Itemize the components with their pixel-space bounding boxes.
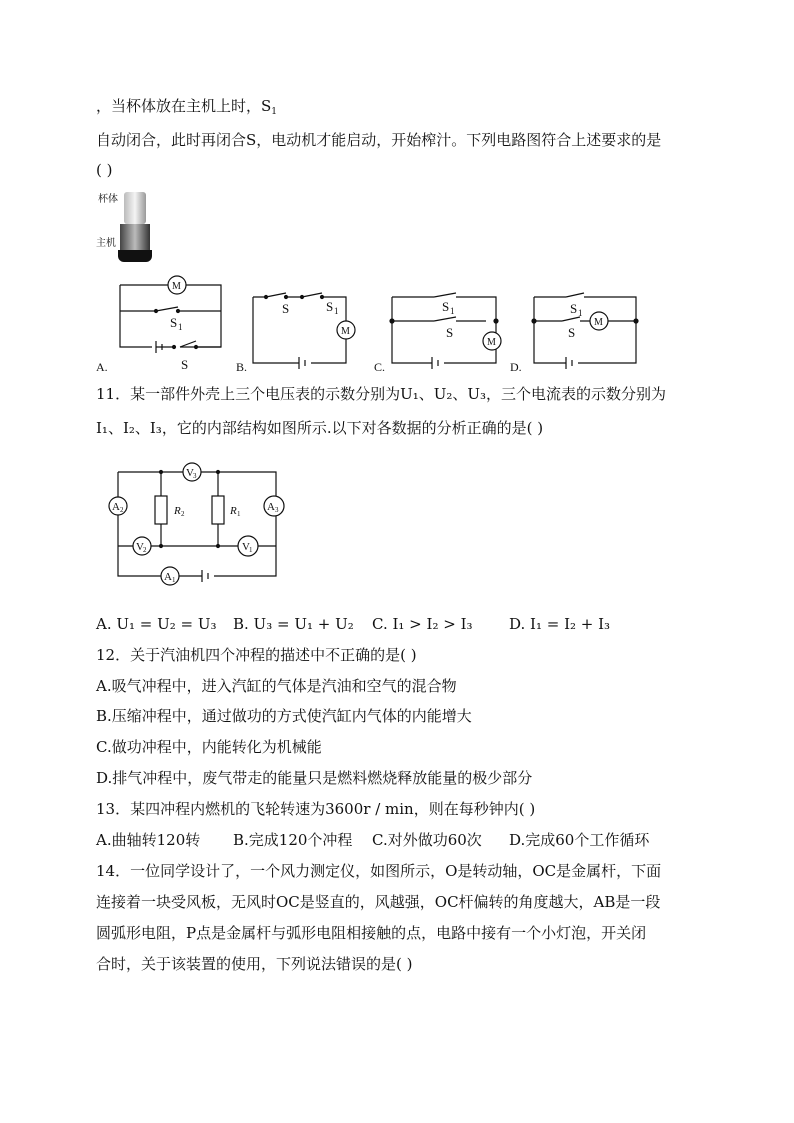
q13-option-b[interactable]: B.完成120个冲程 xyxy=(233,831,353,849)
q12-option-d[interactable]: D.排气冲程中，废气带走的能量只是燃料燃烧释放能量的极少部分 xyxy=(96,769,533,787)
q11-circuit xyxy=(96,460,296,590)
svg-text:M: M xyxy=(172,281,181,292)
svg-text:R: R xyxy=(230,505,237,517)
svg-text:1: 1 xyxy=(178,322,183,332)
svg-text:S: S xyxy=(170,315,178,330)
svg-text:2: 2 xyxy=(120,506,124,514)
svg-text:1: 1 xyxy=(237,510,241,518)
svg-text:D.: D. xyxy=(510,360,522,374)
base-foot xyxy=(118,250,152,262)
svg-text:V: V xyxy=(242,541,250,553)
q10-line2: 自动闭合，此时再闭合S，电动机才能启动，开始榨汁。下列电路图符合上述要求的是 xyxy=(96,131,662,149)
q14-line3: 圆弧形电阻，P点是金属杆与弧形电阻相接触的点，电路中接有一个小灯泡，开关闭 xyxy=(96,924,647,942)
q11-option-b[interactable]: B. U₃ = U₁ + U₂ xyxy=(233,615,354,633)
svg-text:1: 1 xyxy=(578,308,583,318)
svg-text:2: 2 xyxy=(143,546,147,554)
svg-text:S: S xyxy=(181,357,189,372)
juicer-photo: 杯体 主机 xyxy=(96,188,166,270)
q13-option-d[interactable]: D.完成60个工作循环 xyxy=(509,831,650,849)
svg-text:S: S xyxy=(442,299,450,314)
q12-option-b[interactable]: B.压缩冲程中，通过做功的方式使汽缸内气体的内能增大 xyxy=(96,707,472,725)
svg-text:1: 1 xyxy=(334,306,339,316)
svg-text:R: R xyxy=(174,505,181,517)
cup-body xyxy=(124,192,146,224)
svg-text:S: S xyxy=(446,325,454,340)
q13-option-a[interactable]: A.曲轴转120转 xyxy=(96,831,201,849)
svg-text:3: 3 xyxy=(193,472,197,480)
q12-option-c[interactable]: C.做功冲程中，内能转化为机械能 xyxy=(96,738,322,756)
svg-text:A: A xyxy=(164,571,172,583)
q13-stem: 13．某四冲程内燃机的飞轮转速为3600r / min，则在每秒钟内( ) xyxy=(96,800,536,818)
q11-option-d[interactable]: D. I₁ = I₂ + I₃ xyxy=(509,615,611,633)
svg-text:V: V xyxy=(136,541,144,553)
svg-text:1: 1 xyxy=(172,576,176,584)
q11-line1: 11．某一部件外壳上三个电压表的示数分别为U₁、U₂、U₃，三个电流表的示数分别为 xyxy=(96,385,667,403)
svg-text:1: 1 xyxy=(249,546,253,554)
svg-text:1: 1 xyxy=(450,306,455,316)
svg-text:A: A xyxy=(267,501,275,513)
q11-option-c[interactable]: C. I₁ > I₂ > I₃ xyxy=(372,615,473,633)
svg-text:2: 2 xyxy=(181,510,185,518)
q13-option-c[interactable]: C.对外做功60次 xyxy=(372,831,482,849)
svg-text:V: V xyxy=(186,467,194,479)
svg-text:M: M xyxy=(594,317,603,328)
svg-text:A.: A. xyxy=(96,360,108,374)
q11-line2: I₁、I₂、I₃，它的内部结构如图所示.以下对各数据的分析正确的是( ) xyxy=(96,419,544,437)
q14-line4: 合时，关于该装置的使用，下列说法错误的是( ) xyxy=(96,955,413,973)
svg-text:A: A xyxy=(112,501,120,513)
svg-text:S: S xyxy=(568,325,576,340)
svg-text:S: S xyxy=(570,301,578,316)
svg-text:3: 3 xyxy=(275,506,279,514)
svg-text:B.: B. xyxy=(236,360,248,374)
q10-line3: ( ) xyxy=(96,161,113,179)
base-body xyxy=(120,224,150,250)
q14-line2: 连接着一块受风板，无风时OC是竖直的，风越强，OC杆偏转的角度越大，AB是一段 xyxy=(96,893,661,911)
q10-line1: ，当杯体放在主机上时，$S_1$ xyxy=(96,97,278,117)
svg-text:C.: C. xyxy=(374,360,386,374)
q14-line1: 14．一位同学设计了，一个风力测定仪，如图所示，O是转动轴，OC是金属杆，下面 xyxy=(96,862,662,880)
q12-option-a[interactable]: A.吸气冲程中，进入汽缸的气体是汽油和空气的混合物 xyxy=(96,677,457,695)
svg-text:M: M xyxy=(341,326,350,337)
svg-text:S: S xyxy=(326,299,334,314)
q11-option-a[interactable]: A. U₁ = U₂ = U₃ xyxy=(96,615,217,633)
svg-text:S: S xyxy=(282,301,290,316)
q10-circuits xyxy=(96,275,656,375)
q12-stem: 12．关于汽油机四个冲程的描述中不正确的是( ) xyxy=(96,646,417,664)
svg-text:M: M xyxy=(487,337,496,348)
